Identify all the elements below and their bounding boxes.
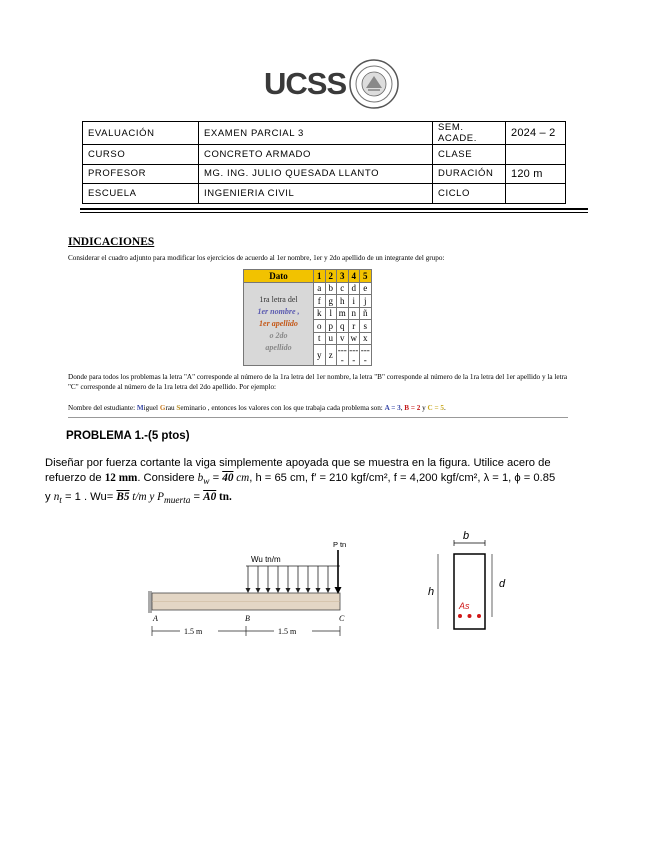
num-header: 2: [325, 270, 337, 283]
letter-cell: u: [325, 332, 337, 345]
letter-cell: c: [337, 282, 349, 295]
letter-cell: k: [314, 307, 326, 320]
letter-cell: b: [325, 282, 337, 295]
letter-cell: x: [360, 332, 372, 345]
letter-cell: w: [348, 332, 360, 345]
beam-diagram: [140, 538, 370, 648]
ps-bar: 12 mm: [104, 472, 138, 484]
header-value: [506, 145, 566, 165]
ps-text: f′ = 210 kgf/cm², f = 4,200 kgf/cm², λ = 1, ϕ = 0.85: [311, 472, 556, 484]
ps-text: . Considere: [137, 472, 198, 484]
p-label: P tn: [333, 540, 347, 549]
ps-sub: muerta: [163, 496, 191, 507]
header-key: DURACIÓN: [433, 164, 506, 184]
letter-cell: ----: [337, 345, 347, 365]
letter-cell: e: [360, 282, 372, 295]
as-label: As: [459, 601, 470, 611]
ps-over: A0: [203, 491, 217, 504]
ps-text: t/m y P: [129, 491, 164, 504]
dato-label-line: 1ra letra del: [259, 294, 298, 304]
wall-support: [148, 591, 152, 613]
ps-over: B5: [116, 491, 130, 504]
letter-cell: n: [348, 307, 360, 320]
ps-text: Diseñar por fuerza cortante la viga simplemente apoyada que se muestra en la figura. Utilice acero de: [45, 457, 551, 469]
ej-text: y: [420, 404, 428, 412]
letter-cell: z: [325, 345, 337, 366]
cross-section-diagram: [422, 524, 522, 634]
ps-text: tn.: [216, 491, 232, 504]
ps-var: n: [53, 491, 60, 504]
letter-cell: r: [348, 320, 360, 333]
ej-text: Nombre del estudiante:: [68, 404, 137, 412]
header-value: INGENIERIA CIVIL: [199, 184, 433, 204]
divider: [80, 208, 588, 210]
ej-text: iguel: [143, 404, 160, 412]
header-value: CONCRETO ARMADO: [199, 145, 433, 165]
ej-text: , entonces los valores con los que trabaja cada problema son:: [205, 404, 385, 412]
exam-header-table: [82, 121, 566, 204]
letter-cell: m: [337, 307, 349, 320]
ps-sub: w: [203, 477, 210, 488]
logo-text: UCSS: [264, 66, 347, 101]
rebar: [458, 614, 462, 618]
indicaciones-title: INDICACIONES: [68, 236, 155, 248]
header-value: [506, 184, 566, 204]
letter-cell: f: [314, 295, 326, 308]
header-row: [83, 145, 566, 165]
letter-cell: h: [337, 295, 349, 308]
header-key: CLASE: [433, 145, 506, 165]
problem-title: PROBLEMA 1.-(5 ptos): [66, 430, 190, 442]
header-key: CURSO: [83, 145, 199, 165]
span-2: 1.5 m: [278, 627, 297, 636]
ps-text: y: [45, 491, 54, 504]
letter-cell: d: [348, 282, 360, 295]
section-d: d: [499, 578, 506, 590]
letter-cell: y: [314, 345, 326, 366]
rebar: [477, 614, 481, 618]
problem-statement: [45, 456, 610, 509]
header-key: PROFESOR: [83, 164, 199, 184]
letter-cell: j: [360, 295, 372, 308]
ej-initial: S: [176, 404, 181, 412]
ps-text: =: [209, 472, 223, 484]
span-1: 1.5 m: [184, 627, 203, 636]
ej-initial: M: [136, 404, 144, 412]
node-b: B: [245, 614, 250, 623]
ps-text: , h = 65 cm,: [249, 472, 312, 484]
ps-text: =: [190, 491, 204, 504]
ej-value-c: C = 5: [427, 404, 445, 412]
ejemplo-paragraph: [68, 404, 446, 412]
ej-text: rau: [165, 404, 177, 412]
header-row: [83, 122, 566, 145]
num-header: 1: [314, 270, 326, 283]
header-value: 120 m: [506, 164, 566, 184]
wu-label: Wu tn/m: [251, 555, 281, 564]
ucss-logo: [264, 58, 400, 110]
university-seal-icon: [348, 58, 400, 110]
dato-label-line: apellido: [265, 342, 292, 352]
num-header: 3: [337, 270, 349, 283]
divider: [68, 417, 568, 418]
num-header: 4: [348, 270, 360, 283]
node-a: A: [153, 614, 158, 623]
letter-cell: a: [314, 282, 326, 295]
ej-value-a: A = 3: [384, 404, 401, 412]
letter-cell: ----: [360, 345, 370, 365]
dato-label-line: 1er apellido: [259, 318, 298, 328]
section-b: b: [463, 530, 470, 542]
dato-header: Dato: [244, 270, 314, 283]
letter-cell: i: [348, 295, 360, 308]
ej-text: eminario: [180, 404, 206, 412]
ps-var: b: [197, 472, 204, 484]
dato-label-line: 1er nombre ,: [257, 306, 300, 316]
rebar: [468, 614, 472, 618]
ps-over: 40: [222, 472, 234, 484]
letter-cell: q: [337, 320, 349, 333]
letter-cell: t: [314, 332, 326, 345]
letter-cell: s: [360, 320, 372, 333]
letter-cell: ----: [349, 345, 359, 365]
num-header: 5: [360, 270, 372, 283]
divider: [80, 212, 588, 213]
letter-number-table: [243, 269, 372, 366]
section-h: h: [428, 586, 435, 598]
header-row: [83, 184, 566, 204]
header-key: SEM. ACADE.: [433, 122, 506, 145]
ps-text: refuerzo de: [45, 472, 105, 484]
ej-value-b: B = 2: [404, 404, 421, 412]
ej-initial: G: [159, 404, 166, 412]
header-value: EXAMEN PARCIAL 3: [199, 122, 433, 145]
header-key: EVALUACIÓN: [83, 122, 199, 145]
letter-cell: v: [337, 332, 349, 345]
node-c: C: [339, 614, 345, 623]
header-key: ESCUELA: [83, 184, 199, 204]
donde-paragraph: Donde para todos los problemas la letra "A" corresponde al número de la 1ra letra del 1er nombre, la letra "B" corresponde al número de la 1ra letra del 1er apellido y la letra "C" corresponde al número de la 1ra letra del 2do apellido. Por ejemplo:: [68, 373, 568, 391]
distributed-load-arrows: [248, 566, 328, 590]
letter-cell: p: [325, 320, 337, 333]
ps-text: = 1 . Wu=: [61, 491, 117, 504]
dato-label-line: o 2do: [269, 330, 288, 340]
ps-sub: t: [59, 496, 62, 507]
dato-label: [244, 282, 314, 366]
letter-cell: o: [314, 320, 326, 333]
header-value: 2024 – 2: [506, 122, 566, 145]
header-value: MG. ING. JULIO QUESADA LLANTO: [199, 164, 433, 184]
indicaciones-intro: Considerar el cuadro adjunto para modificar los ejercicios de acuerdo al 1er nombre, 1er y 2do apellido de un integrante del grupo:: [68, 254, 445, 262]
header-key: CICLO: [433, 184, 506, 204]
letter-cell: l: [325, 307, 337, 320]
letter-cell: ñ: [360, 307, 372, 320]
header-row: [83, 164, 566, 184]
letter-cell: g: [325, 295, 337, 308]
ps-unit: cm: [233, 472, 250, 484]
ej-text: ,: [400, 404, 405, 412]
ej-text: .: [444, 404, 446, 412]
